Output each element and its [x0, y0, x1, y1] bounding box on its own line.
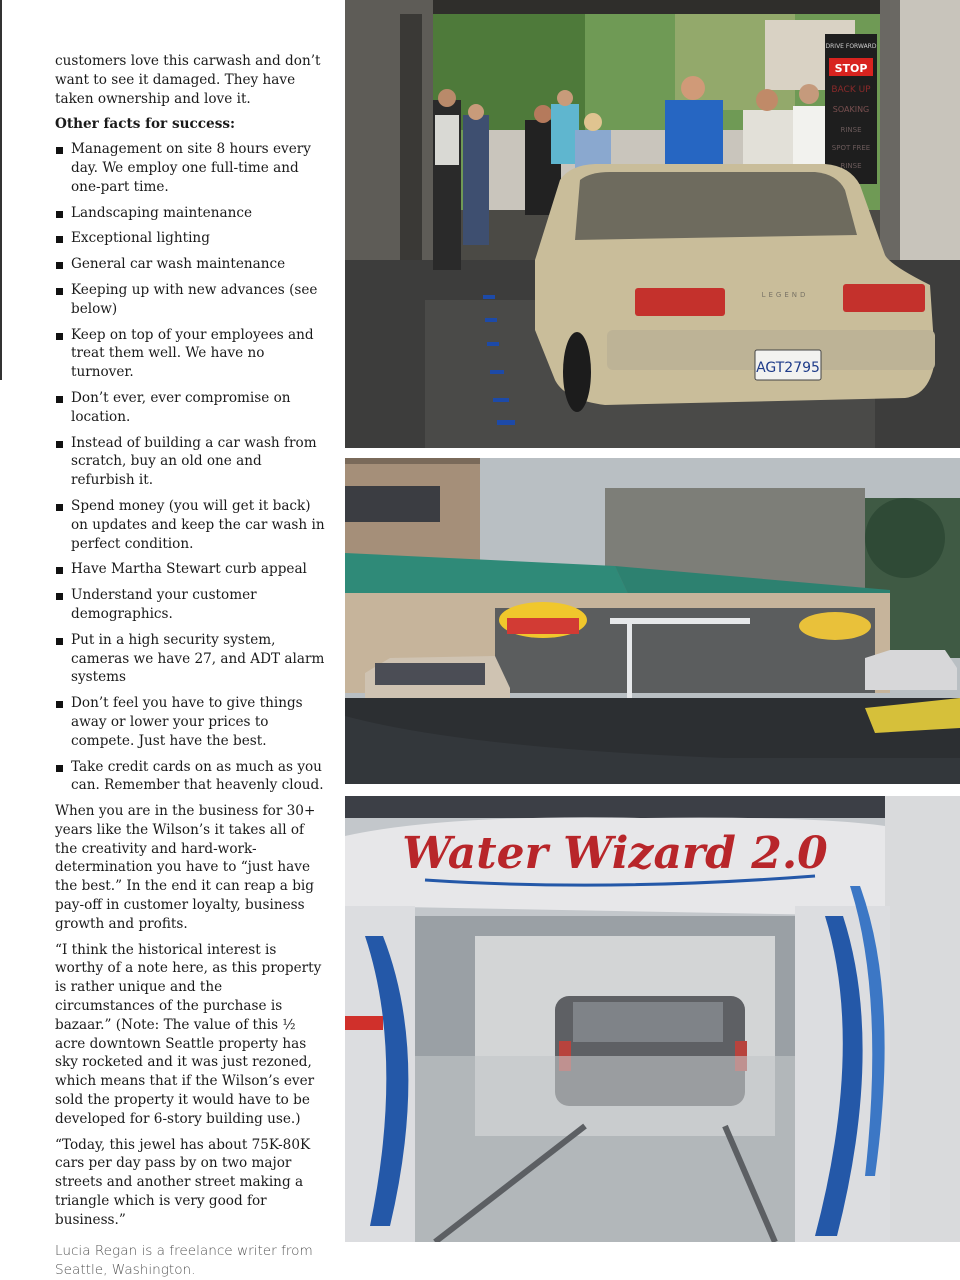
- body-paragraph: “I think the historical interest is worthy of a note here, as this property is rather unique and the circumstances of the purchase is bazaar.” (Note: The value of this ½ acre downtown Seattle property has sky rocketed and it was just rezoned, which means that if the Wilson’s ever sold the property it would have to be developed for 6-story building use.): [55, 941, 322, 1127]
- list-item: Keep on top of your employees and treat them well. We have no turnover.: [55, 326, 325, 382]
- svg-text:BACK UP: BACK UP: [831, 85, 871, 95]
- list-item: Landscaping maintenance: [55, 204, 325, 223]
- water-wizard-photo: [345, 796, 960, 1242]
- facts-heading: Other facts for success:: [55, 116, 236, 133]
- list-item: Exceptional lighting: [55, 229, 325, 248]
- list-item: Have Martha Stewart curb appeal: [55, 560, 325, 579]
- svg-text:DRIVE FORWARD: DRIVE FORWARD: [825, 43, 877, 50]
- bullet-icon: [56, 701, 63, 708]
- list-item: Management on site 8 hours every day. We employ one full-time and one-part time.: [55, 140, 325, 196]
- svg-text:RINSE: RINSE: [840, 162, 862, 170]
- wash-sign: [825, 34, 877, 184]
- bullet-icon: [56, 333, 63, 340]
- list-item: Instead of building a car wash from scratch, buy an old one and refurbish it.: [55, 434, 325, 490]
- carwash-exterior-photo: [345, 458, 960, 784]
- svg-text:SOAKING: SOAKING: [832, 105, 870, 114]
- bullet-icon: [56, 765, 63, 772]
- bullet-icon: [56, 396, 63, 403]
- list-item: Keeping up with new advances (see below): [55, 281, 325, 319]
- list-item: Spend money (you will get it back) on updates and keep the car wash in perfect condition.: [55, 497, 325, 553]
- svg-text:STOP: STOP: [834, 62, 868, 75]
- page-edge-rule: [0, 0, 2, 380]
- bullet-icon: [56, 441, 63, 448]
- list-item: Put in a high security system, cameras we have 27, and ADT alarm systems: [55, 631, 325, 687]
- list-item: General car wash maintenance: [55, 255, 325, 274]
- body-paragraph: When you are in the business for 30+ years like the Wilson’s it takes all of the creativity and hard-work-determination you have to “just have the best.” In the end it can reap a big pay-off in customer loyalty, business growth and profits.: [55, 803, 316, 932]
- svg-text:AGT2795: AGT2795: [756, 360, 820, 376]
- bullet-icon: [56, 211, 63, 218]
- water-wizard-logo: Water Wizard 2.0: [402, 828, 828, 879]
- bullet-icon: [56, 147, 63, 154]
- facts-list: [55, 140, 325, 795]
- svg-text:RINSE: RINSE: [840, 126, 862, 134]
- carwash-bay-photo: [345, 0, 960, 448]
- bullet-icon: [56, 567, 63, 574]
- svg-text:LEGEND: LEGEND: [761, 291, 809, 299]
- bullet-icon: [56, 593, 63, 600]
- bullet-icon: [56, 262, 63, 269]
- bullet-icon: [56, 638, 63, 645]
- list-item: Take credit cards on as much as you can. Remember that heavenly cloud.: [55, 758, 325, 796]
- list-item: Understand your customer demographics.: [55, 586, 325, 624]
- list-item: Don’t feel you have to give things away or lower your prices to compete. Just have the best.: [55, 694, 325, 750]
- body-paragraph: “Today, this jewel has about 75K-80K cars per day pass by on two major streets and another street making a triangle which is very good for business.”: [55, 1136, 311, 1228]
- article-column: [55, 52, 325, 1280]
- author-byline: Lucia Regan is a freelance writer from Seattle, Washington.: [55, 1242, 313, 1278]
- bullet-icon: [56, 236, 63, 243]
- list-item: Don’t ever, ever compromise on location.: [55, 389, 325, 427]
- bullet-icon: [56, 504, 63, 511]
- bullet-icon: [56, 288, 63, 295]
- intro-paragraph: customers love this carwash and don’t want to see it damaged. They have taken ownership and love it.: [55, 53, 321, 107]
- svg-text:SPOT FREE: SPOT FREE: [831, 144, 871, 152]
